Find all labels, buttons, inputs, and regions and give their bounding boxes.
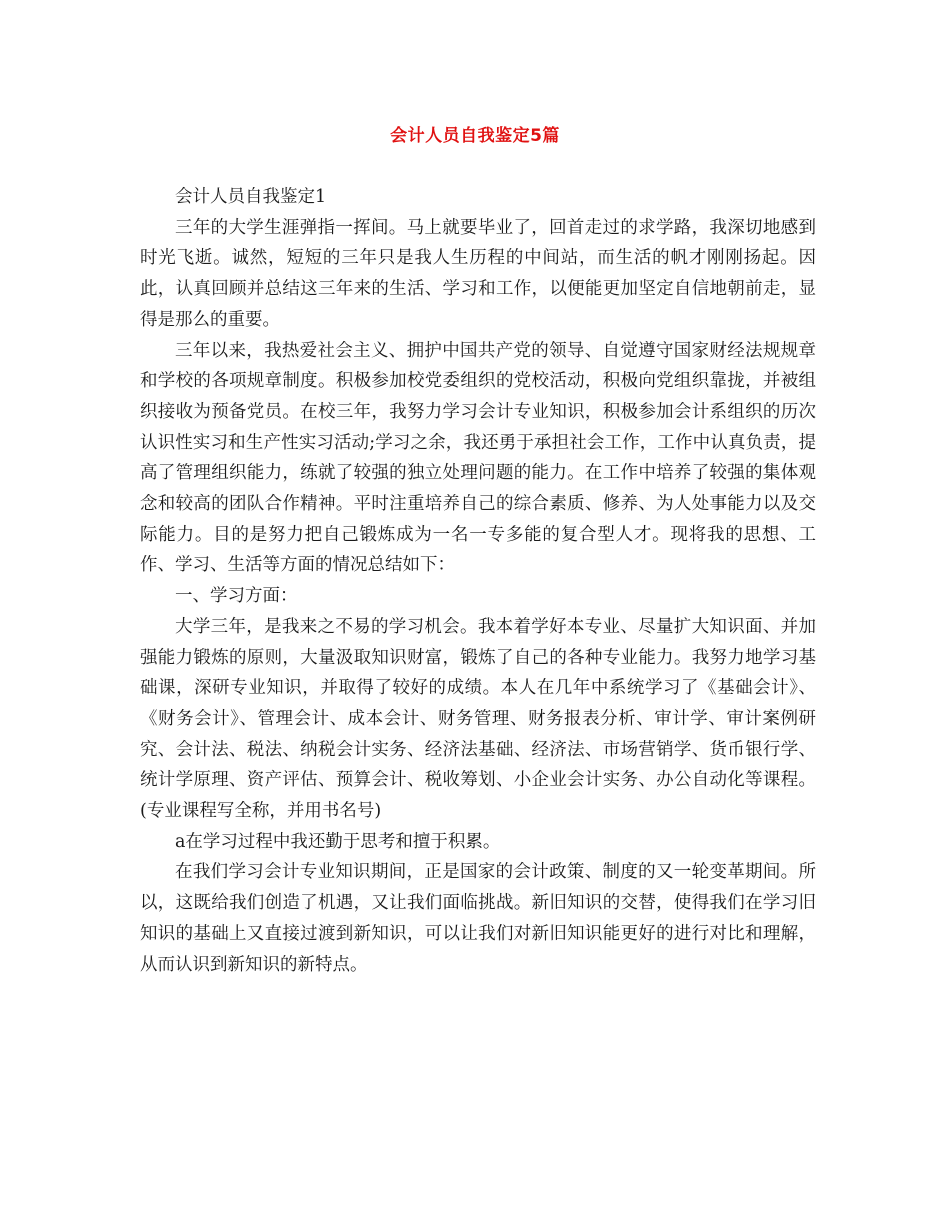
- section-heading: 会计人员自我鉴定1: [175, 187, 327, 207]
- document-body: [140, 182, 816, 980]
- document-title: 会计人员自我鉴定5篇: [390, 126, 560, 146]
- body-paragraph: 三年的大学生涯弹指一挥间。马上就要毕业了，回首走过的求学路，我深切地感到时光飞逝。诚然，短短的三年只是我人生历程的中间站，而生活的帆才刚刚扬起。因此，认真回顾并总结这三年来的生活、学习和工作，以便能更加坚定自信地朝前走，显得是那么的重要。: [140, 217, 816, 330]
- body-paragraph: 三年以来，我热爱社会主义、拥护中国共产党的领导、自觉遵守国家财经法规规章和学校的各项规章制度。积极参加校党委组织的党校活动，积极向党组织靠拢，并被组织接收为预备党员。在校三年，我努力学习会计专业知识，积极参加会计系组织的历次认识性实习和生产性实习活动;学习之余，我还勇于承担社会工作，工作中认真负责，提高了管理组织能力，练就了较强的独立处理问题的能力。在工作中培养了较强的集体观念和较高的团队合作精神。平时注重培养自己的综合素质、修养、为人处事能力以及交际能力。目的是努力把自己锻炼成为一名一专多能的复合型人才。现将我的思想、工作、学习、生活等方面的情况总结如下：: [140, 340, 816, 576]
- subsection-heading: 一、学习方面：: [175, 586, 298, 607]
- body-paragraph: 在我们学习会计专业知识期间，正是国家的会计政策、制度的又一轮变革期间。所以，这既给我们创造了机遇，又让我们面临挑战。新旧知识的交替，使得我们在学习旧知识的基础上又直接过渡到新知识，可以让我们对新旧知识能更好的进行对比和理解，从而认识到新知识的新特点。: [140, 862, 816, 975]
- body-paragraph: a在学习过程中我还勤于思考和擅于积累。: [175, 831, 501, 852]
- body-paragraph: 大学三年，是我来之不易的学习机会。我本着学好本专业、尽量扩大知识面、并加强能力锻炼的原则，大量汲取知识财富，锻炼了自己的各种专业能力。我努力地学习基础课，深研专业知识，并取得了较好的成绩。本人在几年中系统学习了《基础会计》、《财务会计》、管理会计、成本会计、财务管理、财务报表分析、审计学、审计案例研究、会计法、税法、纳税会计实务、经济法基础、经济法、市场营销学、货币银行学、统计学原理、资产评估、预算会计、税收筹划、小企业会计实务、办公自动化等课程。(专业课程写全称，并用书名号): [140, 616, 816, 822]
